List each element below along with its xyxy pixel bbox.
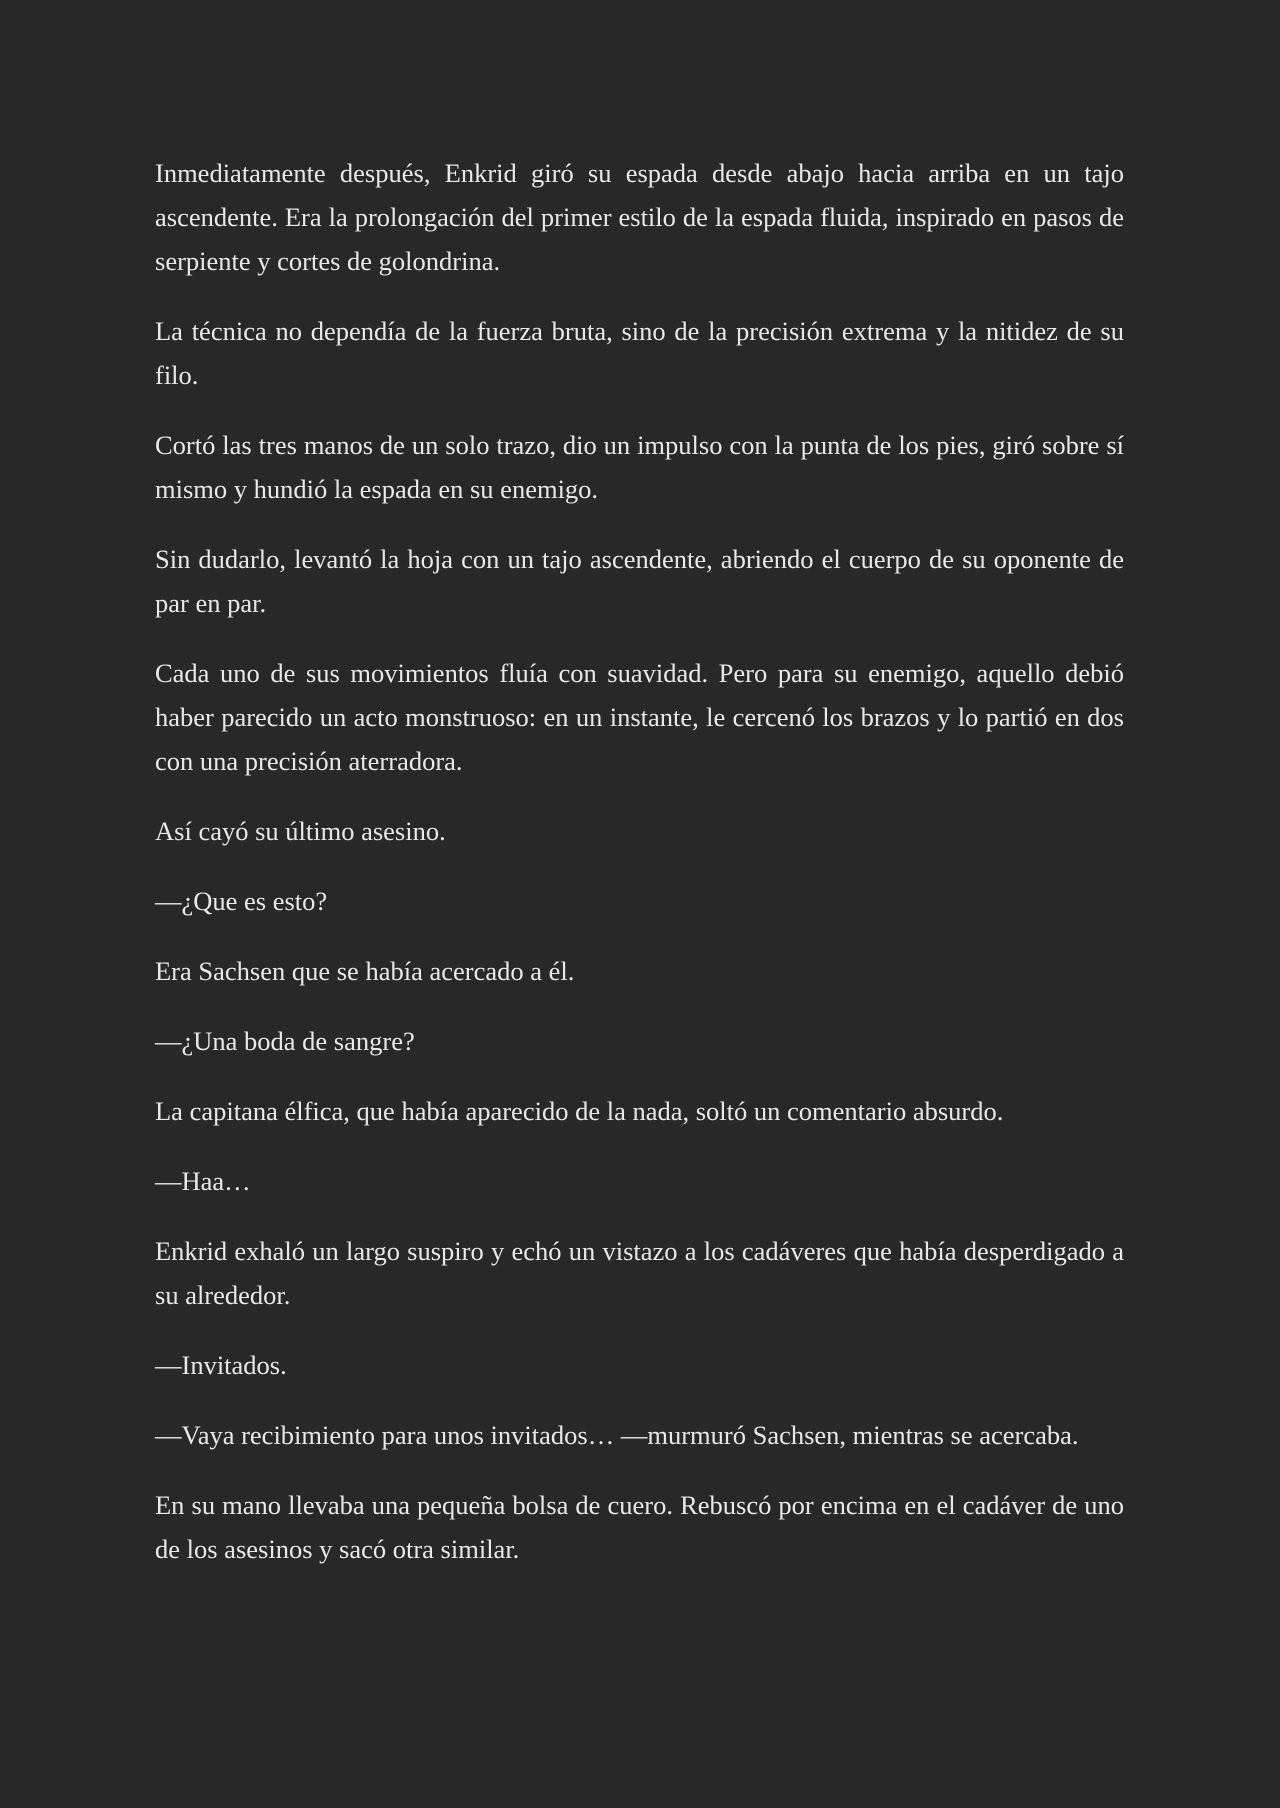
paragraph: Sin dudarlo, levantó la hoja con un tajo ascendente, abriendo el cuerpo de su oponente de par en par.: [155, 544, 1124, 618]
dialogue-line: —Vaya recibimiento para unos invitados… —murmuró Sachsen, mientras se acercaba.: [155, 1420, 1079, 1450]
reader-content: [155, 151, 1124, 1597]
paragraph: Cortó las tres manos de un solo trazo, dio un impulso con la punta de los pies, giró sobre sí mismo y hundió la espada en su enemigo.: [155, 430, 1124, 504]
dialogue-line: —¿Que es esto?: [155, 886, 328, 916]
paragraph: Así cayó su último asesino.: [155, 816, 446, 846]
dialogue-line: —Invitados.: [155, 1350, 287, 1380]
dialogue-line: —Haa…: [155, 1166, 251, 1196]
paragraph: Cada uno de sus movimientos fluía con suavidad. Pero para su enemigo, aquello debió haber parecido un acto monstruoso: en un instante, le cercenó los brazos y lo partió en dos con una precisión aterradora.: [155, 658, 1124, 776]
dialogue-line: —¿Una boda de sangre?: [155, 1026, 415, 1056]
paragraph: La capitana élfica, que había aparecido de la nada, soltó un comentario absurdo.: [155, 1096, 1004, 1126]
paragraph: En su mano llevaba una pequeña bolsa de cuero. Rebuscó por encima en el cadáver de uno de los asesinos y sacó otra similar.: [155, 1490, 1124, 1564]
paragraph: La técnica no dependía de la fuerza bruta, sino de la precisión extrema y la nitidez de su filo.: [155, 316, 1124, 390]
paragraph: Inmediatamente después, Enkrid giró su espada desde abajo hacia arriba en un tajo ascendente. Era la prolongación del primer estilo de la espada fluida, inspirado en pasos de serpiente y cortes de golondrina.: [155, 158, 1124, 276]
paragraph: Enkrid exhaló un largo suspiro y echó un vistazo a los cadáveres que había desperdigado a su alrededor.: [155, 1236, 1124, 1310]
paragraph: Era Sachsen que se había acercado a él.: [155, 956, 575, 986]
